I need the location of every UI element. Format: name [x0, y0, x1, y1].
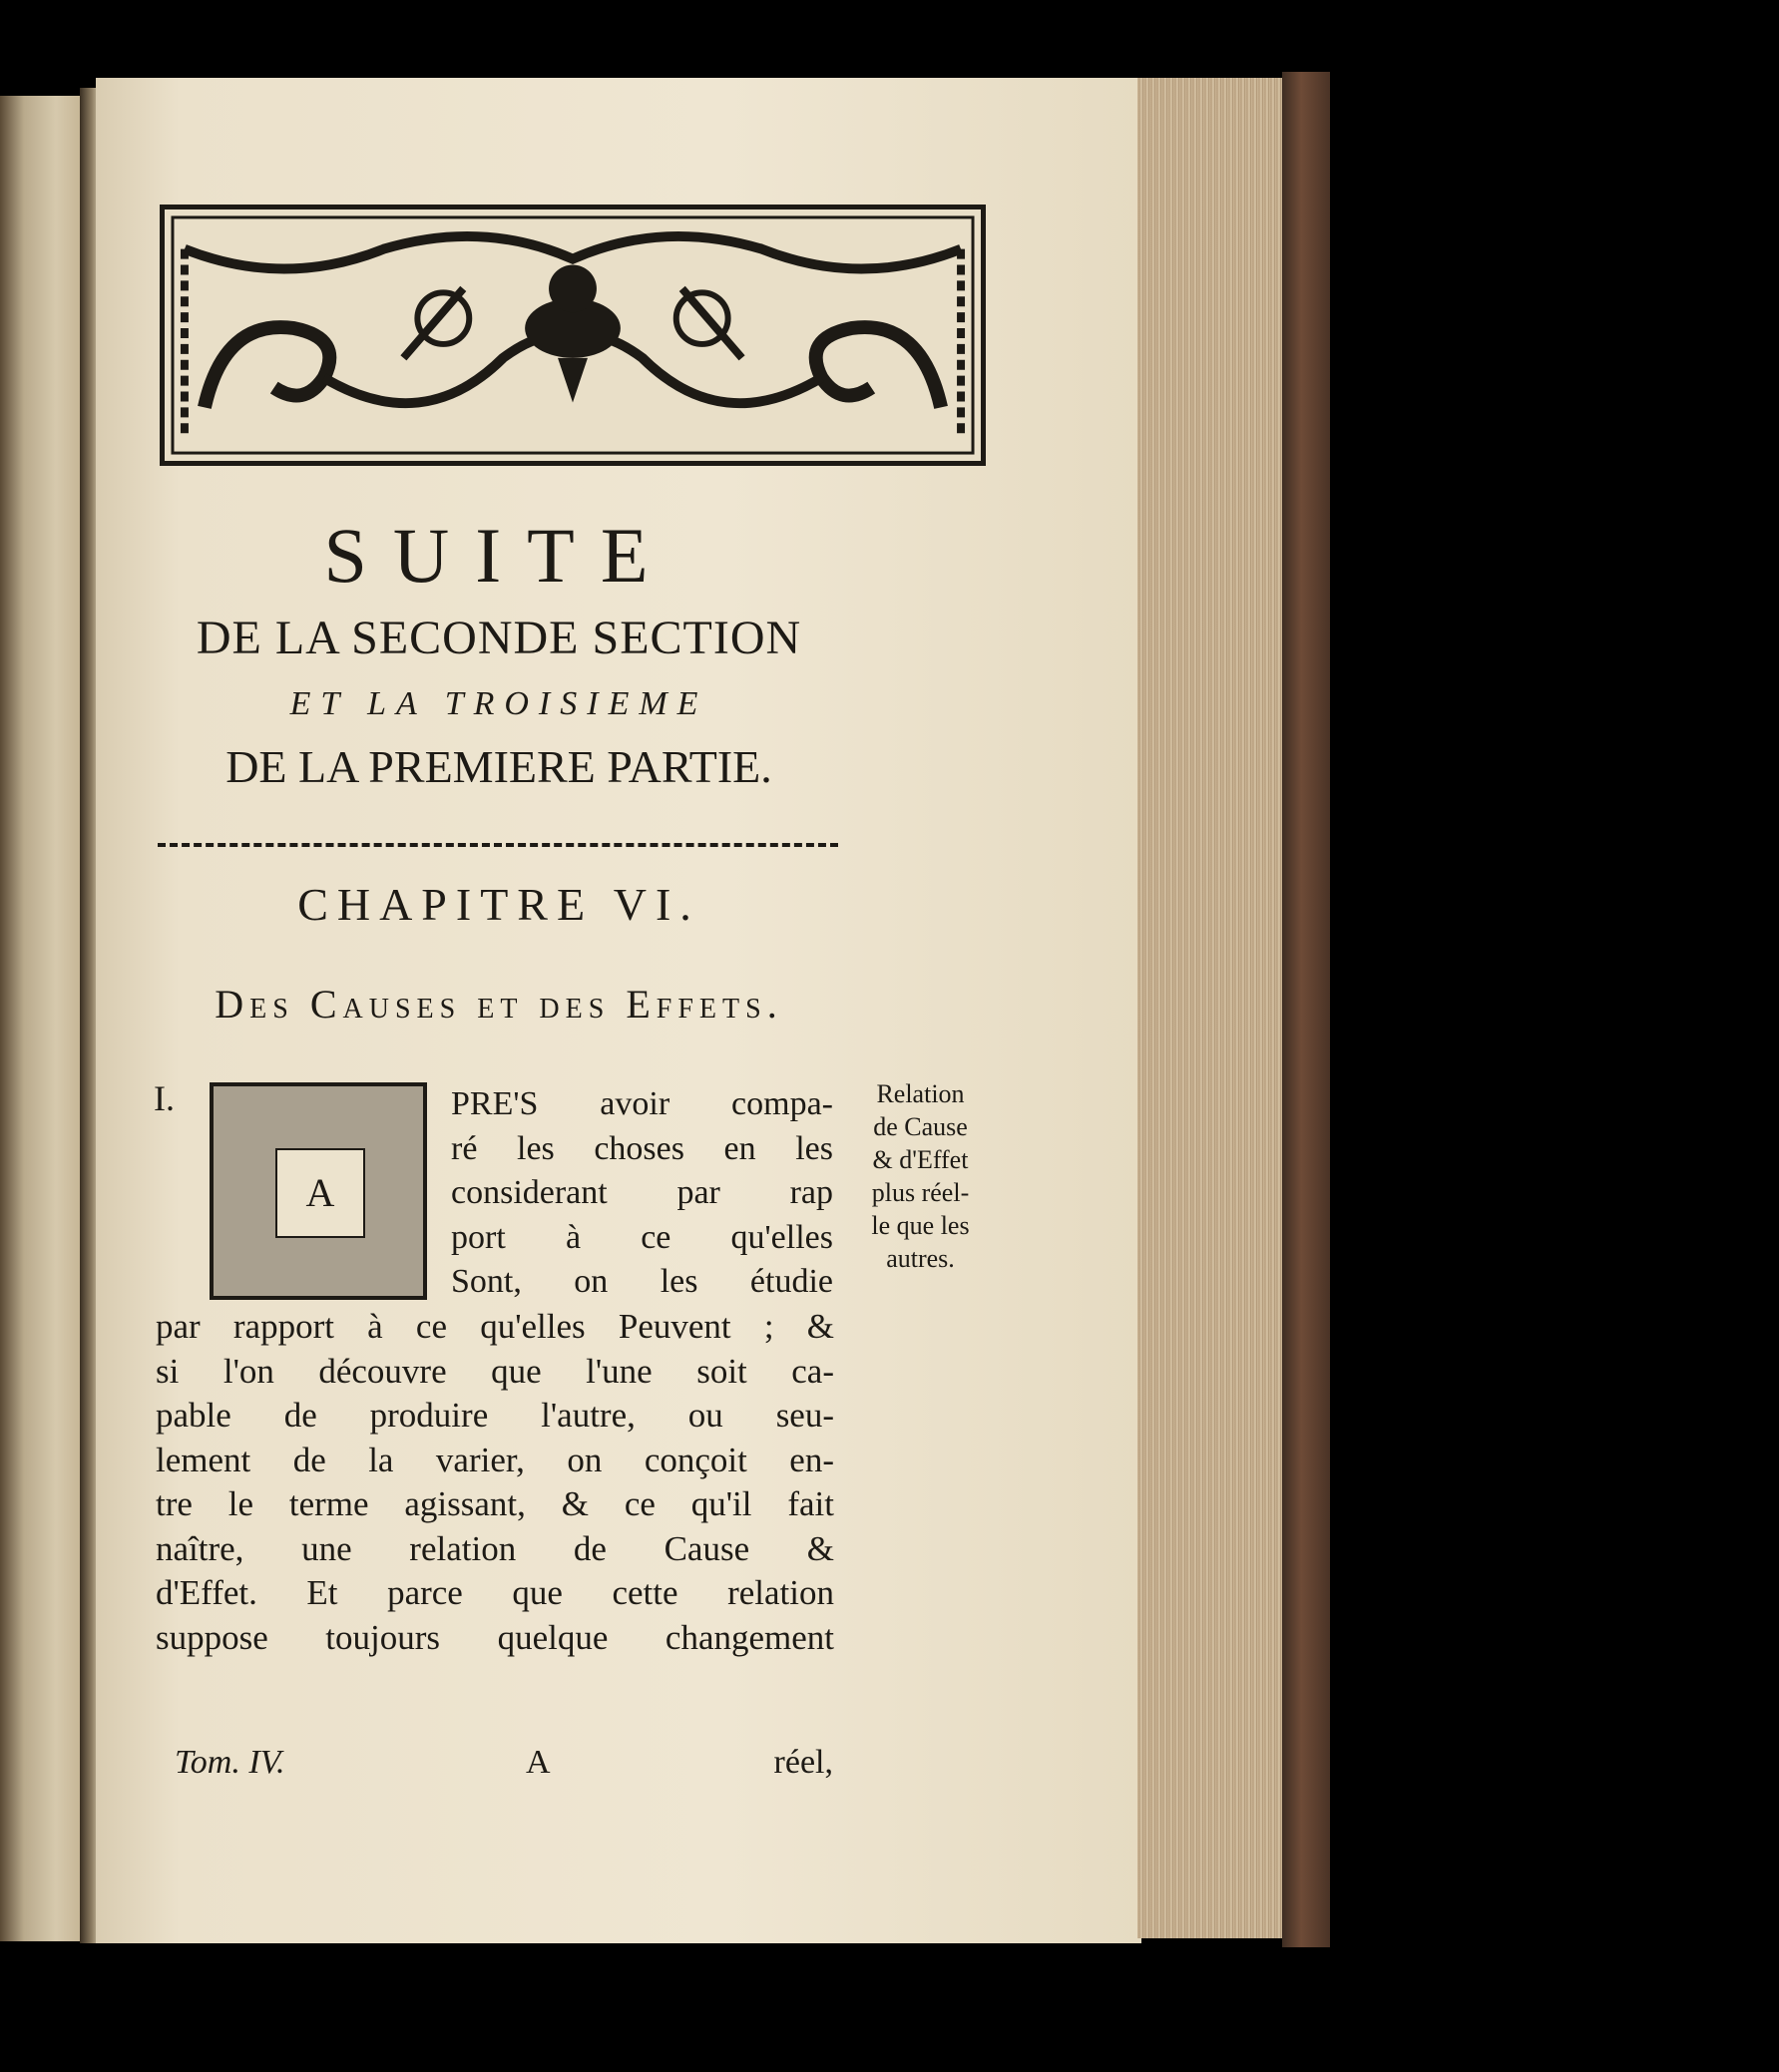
text-line: lement de la varier, on conçoit en-: [156, 1440, 834, 1479]
text-line: ré les choses en les: [451, 1129, 833, 1167]
subtitle-part: DE LA PREMIERE PARTIE.: [225, 741, 772, 792]
left-page-edge: [0, 96, 80, 1941]
book-cover: [1282, 72, 1330, 1947]
page-title: SUITE: [323, 512, 674, 599]
volume-label: Tom. IV.: [175, 1744, 285, 1781]
text-line: PRE'S avoir compa-: [451, 1085, 833, 1122]
margin-note-line: de Cause: [873, 1112, 968, 1141]
page-fore-edge: [1137, 78, 1287, 1938]
divider-rule: [158, 843, 838, 847]
text-line: par rapport à ce qu'elles Peuvent ; &: [156, 1307, 834, 1346]
text-line: port à ce qu'elles: [451, 1218, 833, 1256]
subtitle-third: ET LA TROISIEME: [289, 685, 708, 722]
body-text: [156, 1305, 834, 1660]
text-line: considerant par rap: [451, 1174, 833, 1211]
text-line: tre le terme agissant, & ce qu'il fait: [156, 1484, 834, 1523]
ornamental-headpiece: [160, 205, 986, 466]
text-line: suppose toujours quelque changement: [156, 1617, 834, 1657]
section-heading: Des Causes et des Effets.: [215, 982, 783, 1027]
text-line: Sont, on les étudie: [451, 1263, 833, 1300]
chapter-heading: CHAPITRE VI.: [297, 879, 700, 930]
text-line: si l'on découvre que l'une soit ca-: [156, 1351, 834, 1391]
margin-note: [838, 1077, 1003, 1275]
margin-note-line: & d'Effet: [872, 1145, 969, 1174]
decorated-initial: [210, 1082, 427, 1300]
initial-letter: A: [275, 1148, 365, 1238]
margin-note-line: le que les: [871, 1211, 970, 1240]
subtitle-section: DE LA SECONDE SECTION: [196, 612, 802, 664]
margin-note-line: plus réel-: [871, 1178, 970, 1207]
signature-mark: A: [526, 1744, 551, 1781]
margin-note-line: Relation: [876, 1079, 965, 1108]
opening-text: [451, 1082, 833, 1305]
text-line: naître, une relation de Cause &: [156, 1528, 834, 1568]
text-line: pable de produire l'autre, ou seu-: [156, 1396, 834, 1435]
paragraph-number: I.: [154, 1078, 175, 1118]
catchword: réel,: [773, 1744, 833, 1781]
text-line: d'Effet. Et parce que cette relation: [156, 1573, 834, 1612]
margin-note-line: autres.: [886, 1244, 955, 1273]
